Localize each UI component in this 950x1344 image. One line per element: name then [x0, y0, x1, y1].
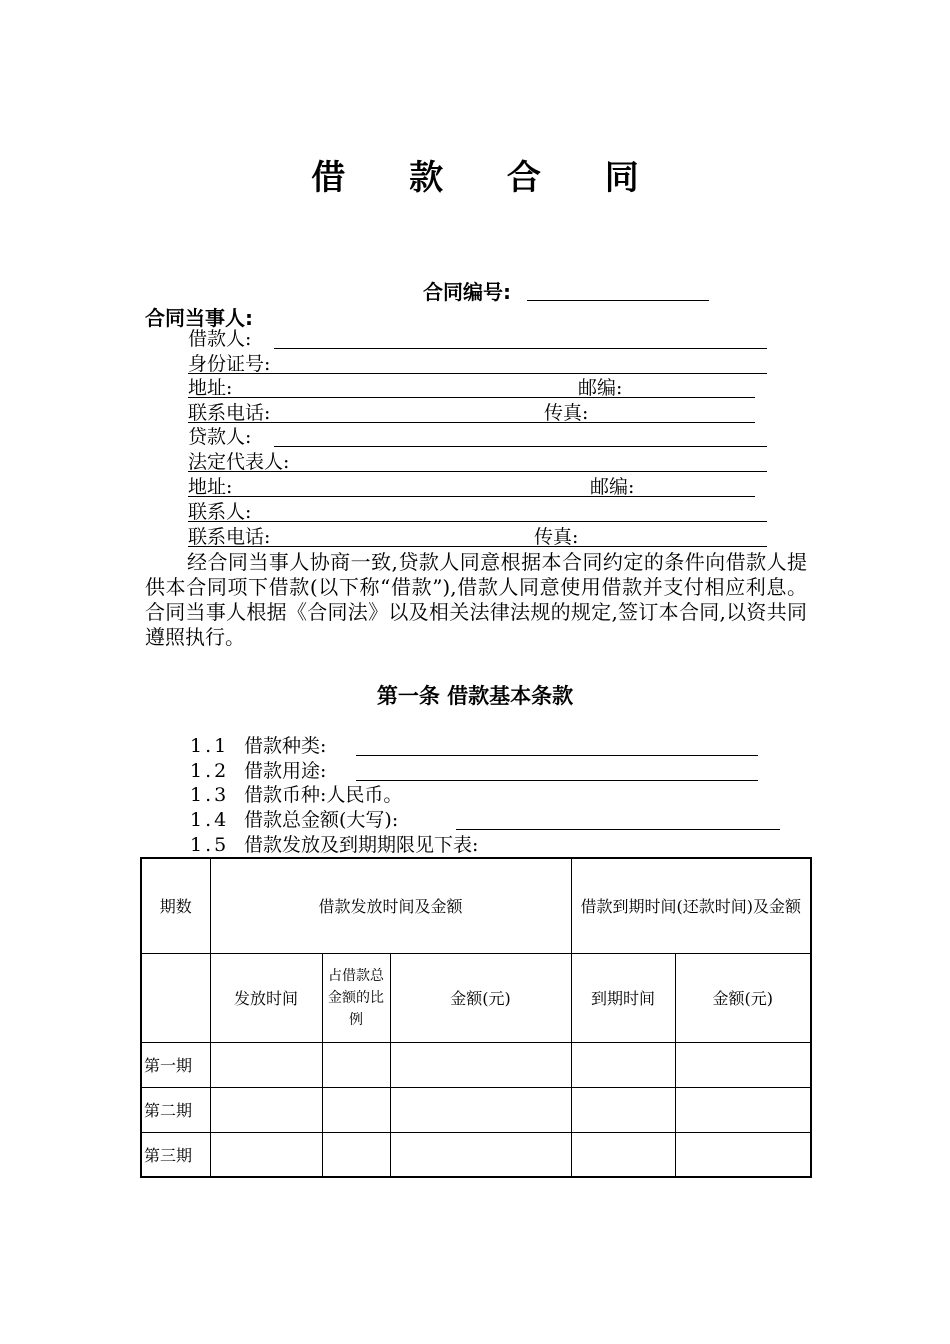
table-row — [141, 1087, 811, 1132]
document-title: 借 款 合 同 — [311, 158, 665, 198]
table-cell[interactable] — [210, 1087, 322, 1132]
borrower-id-blank[interactable] — [188, 373, 767, 374]
article-1-heading: 第一条 借款基本条款 — [376, 684, 574, 708]
lender-contact-label: 联系人: — [188, 501, 252, 523]
lender-phone-blank[interactable] — [188, 546, 767, 547]
borrower-phone-label: 联系电话: — [188, 402, 271, 424]
borrower-id-line — [188, 353, 270, 375]
borrower-fax-label: 传真: — [544, 402, 589, 424]
parties-heading: 合同当事人: — [145, 306, 253, 330]
table-cell[interactable] — [322, 1042, 390, 1087]
table-cell[interactable] — [571, 1042, 675, 1087]
item-label: 借款总金额(大写): — [244, 809, 399, 831]
loan-total-amount-blank[interactable] — [456, 829, 780, 830]
borrower-phone-blank[interactable] — [188, 422, 755, 423]
lender-name-blank[interactable] — [274, 446, 767, 447]
borrower-postcode-label: 邮编: — [578, 377, 623, 399]
table-row — [141, 1132, 811, 1177]
table-cell[interactable] — [675, 1087, 811, 1132]
borrower-name-line — [188, 328, 251, 350]
lender-rep-line — [188, 451, 289, 473]
contract-number-field — [423, 276, 511, 305]
lender-name-label: 贷款人: — [188, 426, 252, 448]
borrower-name-label: 借款人: — [188, 328, 252, 350]
item-number: 1.1 — [190, 735, 230, 757]
intro-paragraph: 经合同当事人协商一致,贷款人同意根据本合同约定的条件向借款人提供本合同项下借款(以下称“借款”),借款人同意使用借款并支付相应利息。合同当事人根据《合同法》以及相关法律法规的规定,签订本合同,以资共同遵照执行。 — [145, 550, 807, 649]
lender-phone-label: 联系电话: — [188, 526, 271, 548]
table-cell[interactable] — [675, 1042, 811, 1087]
table-cell[interactable] — [675, 1132, 811, 1177]
borrower-name-blank[interactable] — [274, 348, 767, 349]
period-label: 第二期 — [141, 1087, 210, 1132]
period-label: 第三期 — [141, 1132, 210, 1177]
loan-type-blank[interactable] — [356, 755, 758, 756]
table-cell[interactable] — [322, 1132, 390, 1177]
table-row — [141, 1042, 811, 1087]
lender-address-label: 地址: — [188, 476, 233, 498]
disbursement-amount-header: 金额(元) — [390, 953, 571, 1042]
borrower-id-label: 身份证号: — [188, 353, 271, 375]
item-1-5 — [190, 834, 478, 856]
borrower-address-line — [188, 377, 623, 399]
maturity-amount-header: 金额(元) — [675, 953, 811, 1042]
item-number: 1.5 — [190, 834, 230, 856]
item-number: 1.4 — [190, 809, 230, 831]
item-1-3 — [190, 784, 402, 806]
item-label: 借款发放及到期期限见下表: — [244, 834, 479, 856]
contract-number-blank[interactable] — [527, 300, 709, 301]
table-cell[interactable] — [571, 1132, 675, 1177]
lender-contact-blank[interactable] — [188, 521, 767, 522]
lender-postcode-label: 邮编: — [590, 476, 635, 498]
disbursement-group-header: 借款发放时间及金额 — [210, 858, 571, 953]
borrower-address-label: 地址: — [188, 377, 233, 399]
loan-schedule-table — [140, 857, 812, 1178]
contract-number-label: 合同编号: — [423, 280, 511, 304]
maturity-time-header: 到期时间 — [571, 953, 675, 1042]
blank-header-cell — [141, 953, 210, 1042]
borrower-phone-line — [188, 402, 589, 424]
lender-name-line — [188, 426, 251, 448]
table-cell[interactable] — [390, 1132, 571, 1177]
loan-purpose-blank[interactable] — [356, 780, 758, 781]
table-cell[interactable] — [210, 1042, 322, 1087]
item-1-4 — [190, 809, 398, 831]
lender-address-blank[interactable] — [188, 496, 755, 497]
lender-phone-line — [188, 526, 579, 548]
item-1-1 — [190, 735, 326, 757]
borrower-address-blank[interactable] — [188, 397, 755, 398]
item-label: 借款用途: — [244, 760, 327, 782]
table-cell[interactable] — [571, 1087, 675, 1132]
table-cell[interactable] — [322, 1087, 390, 1132]
lender-address-line — [188, 476, 635, 498]
table-cell[interactable] — [210, 1132, 322, 1177]
table-cell[interactable] — [390, 1042, 571, 1087]
maturity-group-header: 借款到期时间(还款时间)及金额 — [571, 858, 811, 953]
lender-fax-label: 传真: — [534, 526, 579, 548]
item-number: 1.3 — [190, 784, 230, 806]
item-number: 1.2 — [190, 760, 230, 782]
lender-contact-line — [188, 501, 251, 523]
item-label: 借款币种:人民币。 — [244, 784, 403, 806]
table-cell[interactable] — [390, 1087, 571, 1132]
lender-rep-blank[interactable] — [188, 471, 767, 472]
item-label: 借款种类: — [244, 735, 327, 757]
period-header: 期数 — [141, 858, 210, 953]
lender-rep-label: 法定代表人: — [188, 451, 290, 473]
period-label: 第一期 — [141, 1042, 210, 1087]
ratio-header: 占借款总金额的比例 — [322, 953, 390, 1042]
disbursement-time-header: 发放时间 — [210, 953, 322, 1042]
item-1-2 — [190, 760, 326, 782]
